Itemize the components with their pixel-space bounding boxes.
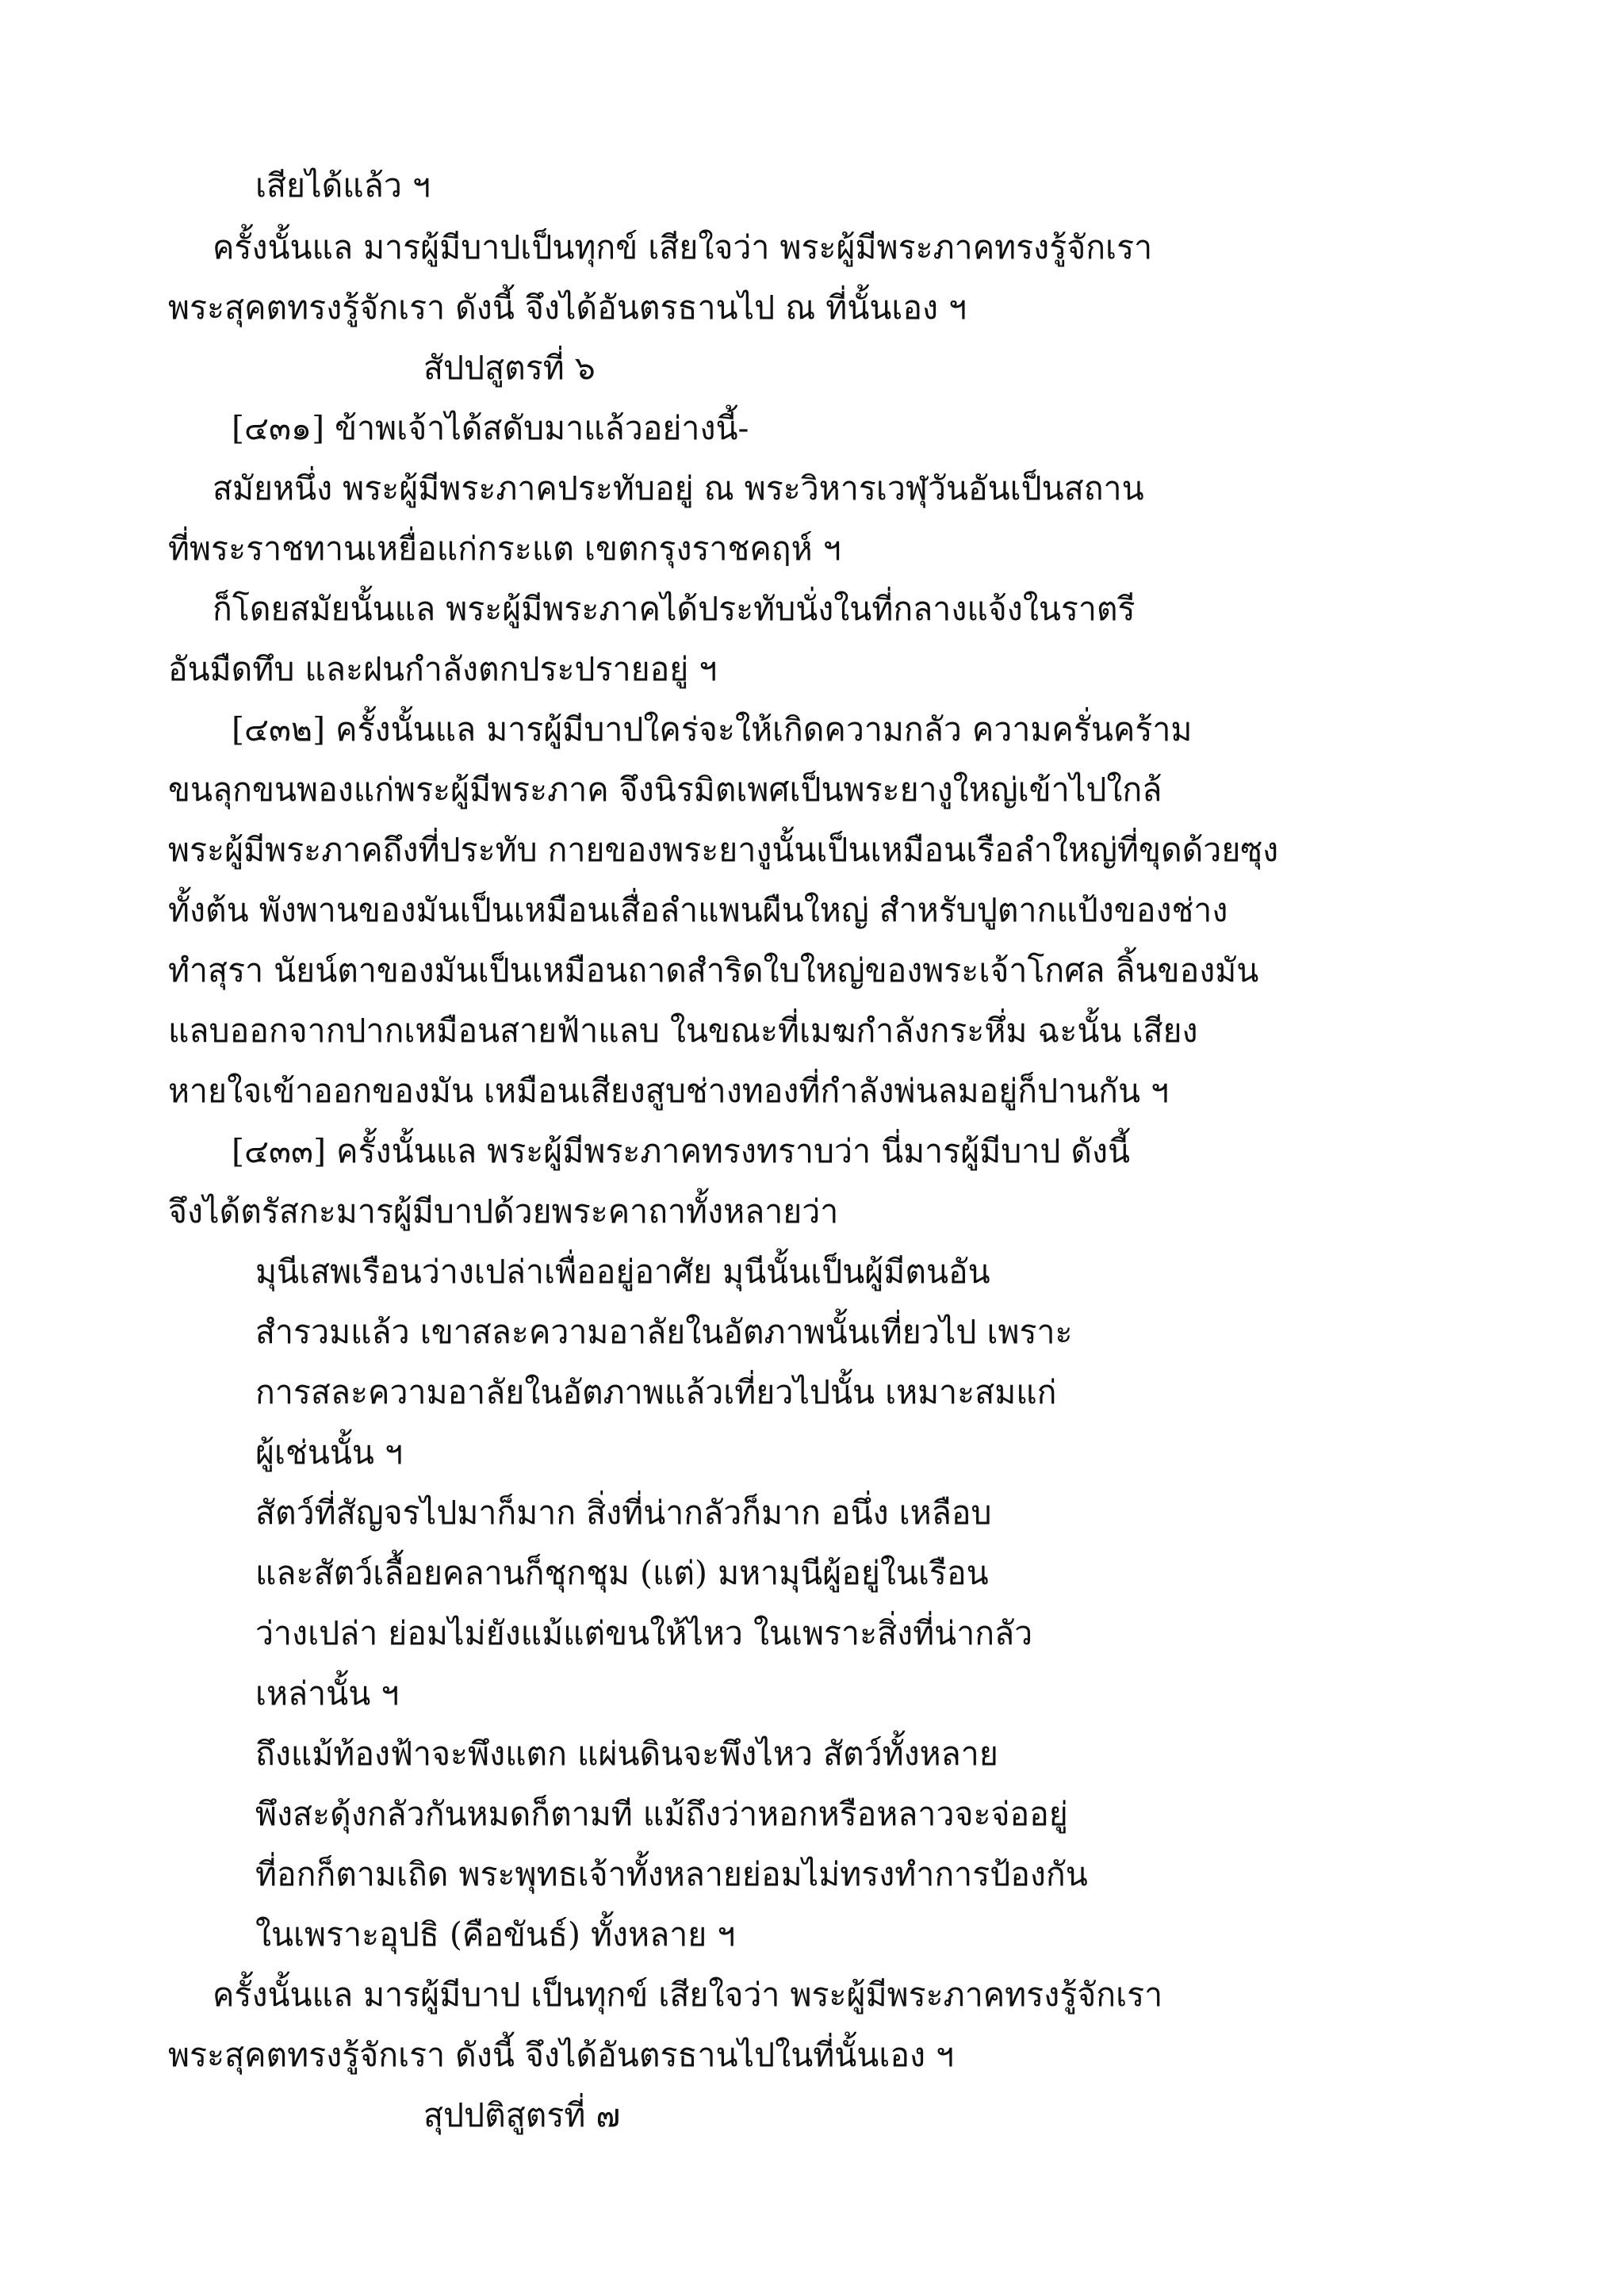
paragraph-start-line: ครั้งนั้นแล มารผู้มีบาปเป็นทุกข์ เสียใจว่า พระผู้มีพระภาคทรงรู้จักเรา [213,228,1153,266]
numbered-paragraph-line: [๔๓๑] ข้าพเจ้าได้สดับมาแล้วอย่างนี้- [232,409,749,447]
paragraph-start-line: สมัยหนึ่ง พระผู้มีพระภาคประทับอยู่ ณ พระวิหารเวฬุวันอันเป็นสถาน [213,469,1144,507]
numbered-paragraph-line: [๔๓๒] ครั้งนั้นแล มารผู้มีบาปใคร่จะให้เกิดความกลัว ความครั่นคร้าม [232,710,1193,748]
sutta-title: สุปปติสูตรที่ ๗ [423,2096,621,2134]
paragraph-start-line: ก็โดยสมัยนั้นแล พระผู้มีพระภาคได้ประทับนั่งในที่กลางแจ้งในราตรี [213,590,1136,628]
text-line: ทั้งต้น พังพานของมันเป็นเหมือนเสื่อลำแพนผืนใหญ่ สำหรับปูตากแป้งของช่าง [168,891,1228,929]
verse-line: สำรวมแล้ว เขาสละความอาลัยในอัตภาพนั้นเที่ยวไป เพราะ [255,1313,1073,1351]
text-line: เสียได้แล้ว ฯ [255,166,431,205]
verse-line: สัตว์ที่สัญจรไปมาก็มาก สิ่งที่น่ากลัวก็มาก อนึ่ง เหลือบ [255,1494,992,1532]
verse-line: และสัตว์เลื้อยคลานก็ชุกชุม (แต่) มหามุนีผู้อยู่ในเรือน [255,1554,989,1592]
verse-line: ผู้เช่นนั้น ฯ [255,1433,404,1471]
text-line: อันมืดทึบ และฝนกำลังตกประปรายอยู่ ฯ [168,650,718,688]
text-line: แลบออกจากปากเหมือนสายฟ้าแลบ ในขณะที่เมฆกำลังกระหึ่ม ฉะนั้น เสียง [168,1012,1198,1050]
verse-line: เหล่านั้น ฯ [255,1674,400,1712]
verse-line: มุนีเสพเรือนว่างเปล่าเพื่ออยู่อาศัย มุนีนั้นเป็นผู้มีตนอัน [255,1253,990,1291]
text-line: หายใจเข้าออกของมัน เหมือนเสียงสูบช่างทองที่กำลังพ่นลมอยู่ก็ปานกัน ฯ [168,1072,1170,1110]
text-line: พระสุคตทรงรู้จักเรา ดังนี้ จึงได้อันตรธานไปในที่นั้นเอง ฯ [168,2036,955,2074]
verse-line: ที่อกก็ตามเถิด พระพุทธเจ้าทั้งหลายย่อมไม่ทรงทำการป้องกัน [255,1855,1088,1893]
text-line: ขนลุกขนพองแก่พระผู้มีพระภาค จึงนิรมิตเพศเป็นพระยางูใหญ่เข้าไปใกล้ [168,771,1162,809]
numbered-paragraph-line: [๔๓๓] ครั้งนั้นแล พระผู้มีพระภาคทรงทราบว่า นี่มารผู้มีบาป ดังนี้ [232,1132,1131,1170]
text-line: จึงได้ตรัสกะมารผู้มีบาปด้วยพระคาถาทั้งหลายว่า [168,1192,839,1230]
verse-line: พึงสะดุ้งกลัวกันหมดก็ตามที แม้ถึงว่าหอกหรือหลาวจะจ่ออยู่ [255,1795,1068,1833]
text-line: พระสุคตทรงรู้จักเรา ดังนี้ จึงได้อันตรธานไป ณ ที่นั้นเอง ฯ [168,289,967,327]
paragraph-start-line: ครั้งนั้นแล มารผู้มีบาป เป็นทุกข์ เสียใจว่า พระผู้มีพระภาคทรงรู้จักเรา [213,1976,1163,2014]
verse-line: ว่างเปล่า ย่อมไม่ยังแม้แต่ขนให้ไหว ในเพราะสิ่งที่น่ากลัว [255,1614,1033,1652]
sutta-title: สัปปสูตรที่ ๖ [423,349,596,387]
verse-line: ในเพราะอุปธิ (คือขันธ์) ทั้งหลาย ฯ [255,1915,736,1954]
verse-line: ถึงแม้ท้องฟ้าจะพึงแตก แผ่นดินจะพึงไหว สัตว์ทั้งหลาย [255,1735,998,1773]
text-line: พระผู้มีพระภาคถึงที่ประทับ กายของพระยางูนั้นเป็นเหมือนเรือลำใหญ่ที่ขุดด้วยซุง [168,831,1279,869]
text-line: ที่พระราชทานเหยื่อแก่กระแต เขตกรุงราชคฤห์ ฯ [168,530,841,568]
verse-line: การสละความอาลัยในอัตภาพแล้วเที่ยวไปนั้น เหมาะสมแก่ [255,1373,1057,1411]
text-line: ทำสุรา นัยน์ตาของมันเป็นเหมือนถาดสำริดใบใหญ่ของพระเจ้าโกศล ลิ้นของมัน [168,951,1259,989]
